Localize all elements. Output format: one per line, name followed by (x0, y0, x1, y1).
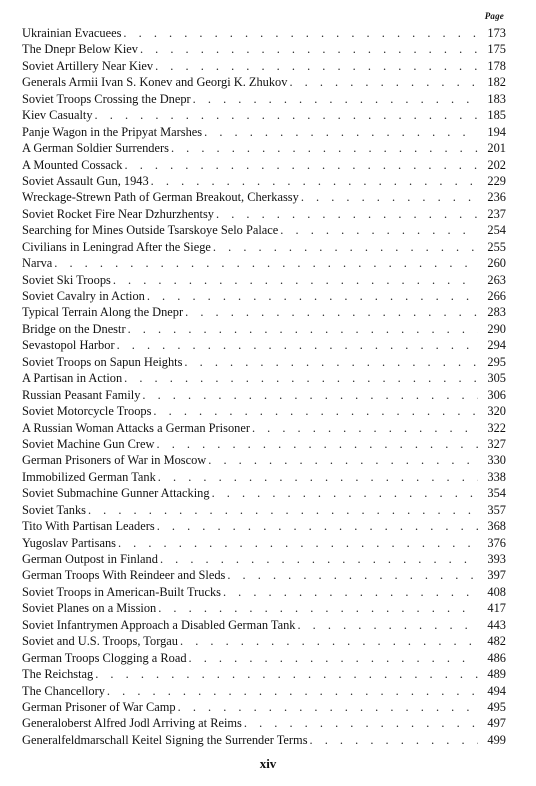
dot-leader (124, 370, 478, 386)
list-item (22, 485, 506, 501)
dot-leader (153, 403, 478, 419)
illustrations-list (22, 25, 506, 748)
dot-leader (54, 255, 478, 271)
entry-title: Tito With Partisan Leaders (22, 519, 155, 534)
dot-leader (184, 354, 478, 370)
entry-page-number: 201 (487, 141, 506, 156)
list-item (22, 518, 506, 534)
entry-title: Bridge on the Dnestr (22, 321, 126, 336)
entry-title: Yugoslav Partisans (22, 535, 116, 550)
list-item (22, 206, 506, 222)
entry-title: Soviet Troops in American-Built Trucks (22, 584, 221, 599)
entry-page-number: 185 (487, 108, 506, 123)
dot-leader (185, 304, 478, 320)
entry-title: Searching for Mines Outside Tsarskoye Selo Palace (22, 223, 279, 238)
entry-page-number: 178 (487, 58, 506, 73)
list-item (22, 600, 506, 616)
list-item (22, 321, 506, 337)
list-item (22, 732, 506, 748)
entry-page-number: 294 (487, 338, 506, 353)
entry-page-number: 283 (487, 305, 506, 320)
list-item (22, 74, 506, 90)
dot-leader (280, 222, 478, 238)
dot-leader (310, 732, 478, 748)
dot-leader (193, 91, 478, 107)
list-item (22, 502, 506, 518)
entry-page-number: 330 (487, 453, 506, 468)
list-item (22, 535, 506, 551)
entry-page-number: 260 (487, 256, 506, 271)
list-item (22, 715, 506, 731)
entry-title: Soviet Planes on a Mission (22, 601, 157, 616)
entry-title: Soviet Assault Gun, 1943 (22, 173, 149, 188)
dot-leader (151, 173, 478, 189)
page-number-folio: xiv (259, 756, 277, 771)
dot-leader (142, 387, 478, 403)
entry-title: A Russian Woman Attacks a German Prisoner (22, 420, 250, 435)
list-item (22, 157, 506, 173)
dot-leader (178, 699, 478, 715)
list-item (22, 420, 506, 436)
entry-title: Soviet Artillery Near Kiev (22, 58, 154, 73)
list-item (22, 239, 506, 255)
list-item (22, 633, 506, 649)
entry-page-number: 368 (487, 519, 506, 534)
entry-title: Soviet Infantrymen Approach a Disabled German Tank (22, 617, 296, 632)
entry-title: German Outpost in Finland (22, 552, 158, 566)
entry-title: The Dnepr Below Kiev (22, 42, 138, 57)
entry-page-number: 443 (487, 617, 506, 632)
entry-page-number: 229 (487, 173, 506, 188)
entry-title: Immobilized German Tank (22, 469, 156, 484)
dot-leader (88, 502, 478, 518)
list-item (22, 683, 506, 699)
entry-page-number: 327 (487, 436, 506, 451)
dot-leader (208, 452, 478, 468)
entry-page-number: 494 (487, 683, 506, 698)
list-item (22, 354, 506, 370)
dot-leader (204, 124, 478, 140)
entry-page-number: 338 (487, 469, 506, 484)
list-item (22, 551, 506, 567)
entry-title: Wreckage-Strewn Path of German Breakout, Cherkassy (22, 190, 299, 205)
list-item (22, 222, 506, 238)
dot-leader (244, 715, 478, 731)
dot-leader (113, 272, 478, 288)
entry-page-number: 357 (487, 502, 506, 517)
entry-title: Soviet Cavalry in Action (22, 289, 145, 303)
entry-title: Soviet Ski Troops (22, 272, 111, 287)
entry-page-number: 322 (487, 420, 506, 435)
entry-page-number: 295 (487, 354, 506, 369)
list-item (22, 140, 506, 156)
list-item (22, 452, 506, 468)
list-item (22, 666, 506, 682)
entry-page-number: 495 (487, 699, 506, 714)
entry-title: Narva (22, 256, 53, 271)
entry-page-number: 263 (487, 272, 506, 287)
entry-page-number: 393 (487, 552, 506, 566)
entry-page-number: 175 (487, 42, 506, 57)
entry-title: Civilians in Leningrad After the Siege (22, 239, 211, 254)
entry-title: German Troops Clogging a Road (22, 650, 187, 665)
dot-leader (252, 420, 478, 436)
entry-title: The Chancellory (22, 683, 105, 698)
entry-page-number: 236 (487, 190, 506, 205)
dot-leader (227, 567, 478, 583)
entry-title: Russian Peasant Family (22, 387, 141, 402)
entry-page-number: 489 (487, 667, 506, 682)
entry-page-number: 182 (487, 75, 506, 90)
entry-page-number: 255 (487, 239, 506, 254)
entry-title: Soviet Tanks (22, 502, 86, 517)
dot-leader (160, 551, 478, 567)
list-item (22, 25, 506, 41)
entry-page-number: 376 (487, 535, 506, 550)
dot-leader (157, 518, 478, 534)
entry-title: Panje Wagon in the Pripyat Marshes (22, 124, 203, 139)
list-item (22, 288, 506, 304)
entry-page-number: 408 (487, 584, 506, 599)
entry-page-number: 482 (487, 634, 506, 649)
list-item (22, 91, 506, 107)
entry-page-number: 354 (487, 486, 506, 501)
dot-leader (123, 25, 478, 41)
entry-title: German Troops With Reindeer and Sleds (22, 568, 226, 583)
list-item (22, 370, 506, 386)
list-item (22, 189, 506, 205)
entry-page-number: 305 (487, 371, 506, 386)
list-item (22, 650, 506, 666)
dot-leader (125, 157, 479, 173)
list-item (22, 41, 506, 57)
entry-title: Soviet Motorcycle Troops (22, 404, 152, 419)
dot-leader (289, 74, 478, 90)
entry-page-number: 397 (487, 568, 506, 583)
list-item (22, 107, 506, 123)
entry-title: Generals Armii Ivan S. Konev and Georgi K. Zhukov (22, 75, 288, 90)
entry-page-number: 173 (487, 26, 506, 40)
entry-title: German Prisoners of War in Moscow (22, 453, 207, 468)
entry-title: A German Soldier Surrenders (22, 141, 169, 156)
entry-page-number: 237 (487, 206, 506, 221)
entry-page-number: 254 (487, 223, 506, 238)
dot-leader (171, 140, 478, 156)
entry-title: Soviet Rocket Fire Near Dzhurzhentsy (22, 206, 215, 221)
list-item (22, 58, 506, 74)
entry-title: A Partisan in Action (22, 371, 123, 386)
entry-title: A Mounted Cossack (22, 157, 123, 172)
dot-leader (180, 633, 478, 649)
list-item (22, 272, 506, 288)
entry-title: Generaloberst Alfred Jodl Arriving at Reims (22, 716, 242, 731)
entry-page-number: 202 (487, 157, 506, 172)
list-item (22, 617, 506, 633)
list-item (22, 124, 506, 140)
list-item (22, 387, 506, 403)
entry-page-number: 417 (487, 601, 506, 616)
dot-leader (301, 189, 478, 205)
list-item (22, 436, 506, 452)
dot-leader (128, 321, 478, 337)
dot-leader (155, 58, 478, 74)
entry-title: Sevastopol Harbor (22, 338, 115, 353)
entry-title: Soviet Submachine Gunner Attacking (22, 486, 210, 501)
dot-leader (189, 650, 478, 666)
dot-leader (117, 337, 478, 353)
entry-page-number: 266 (487, 289, 506, 303)
page-column-label: Page (484, 11, 504, 21)
entry-page-number: 499 (487, 732, 506, 747)
dot-leader (107, 683, 478, 699)
dot-leader (118, 535, 478, 551)
entry-title: German Prisoner of War Camp (22, 699, 176, 714)
entry-title: Soviet Troops Crossing the Dnepr (22, 91, 191, 106)
list-item (22, 699, 506, 715)
dot-leader (212, 485, 478, 501)
entry-page-number: 486 (487, 650, 506, 665)
entry-page-number: 320 (487, 404, 506, 419)
entry-title: Soviet Troops on Sapun Heights (22, 354, 183, 369)
dot-leader (297, 617, 478, 633)
entry-page-number: 183 (487, 91, 506, 106)
list-item (22, 304, 506, 320)
entry-title: Soviet Machine Gun Crew (22, 436, 155, 451)
entry-page-number: 290 (487, 321, 506, 336)
entry-title: Soviet and U.S. Troops, Torgau (22, 634, 178, 649)
dot-leader (213, 239, 478, 255)
dot-leader (216, 206, 478, 222)
entry-page-number: 194 (487, 124, 506, 139)
dot-leader (223, 584, 478, 600)
entry-title: The Reichstag (22, 667, 94, 682)
dot-leader (158, 600, 478, 616)
list-item (22, 255, 506, 271)
entry-title: Generalfeldmarschall Keitel Signing the Surrender Terms (22, 732, 308, 747)
list-item (22, 337, 506, 353)
entry-title: Kiev Casualty (22, 108, 93, 123)
list-item (22, 173, 506, 189)
list-item (22, 584, 506, 600)
entry-page-number: 497 (487, 716, 506, 731)
list-item (22, 567, 506, 583)
dot-leader (140, 41, 478, 57)
dot-leader (147, 288, 478, 304)
list-item (22, 403, 506, 419)
dot-leader (95, 666, 478, 682)
entry-page-number: 306 (487, 387, 506, 402)
list-item (22, 469, 506, 485)
entry-title: Typical Terrain Along the Dnepr (22, 305, 184, 320)
dot-leader (158, 469, 478, 485)
dot-leader (95, 107, 478, 123)
dot-leader (157, 436, 479, 452)
entry-title: Ukrainian Evacuees (22, 26, 122, 40)
